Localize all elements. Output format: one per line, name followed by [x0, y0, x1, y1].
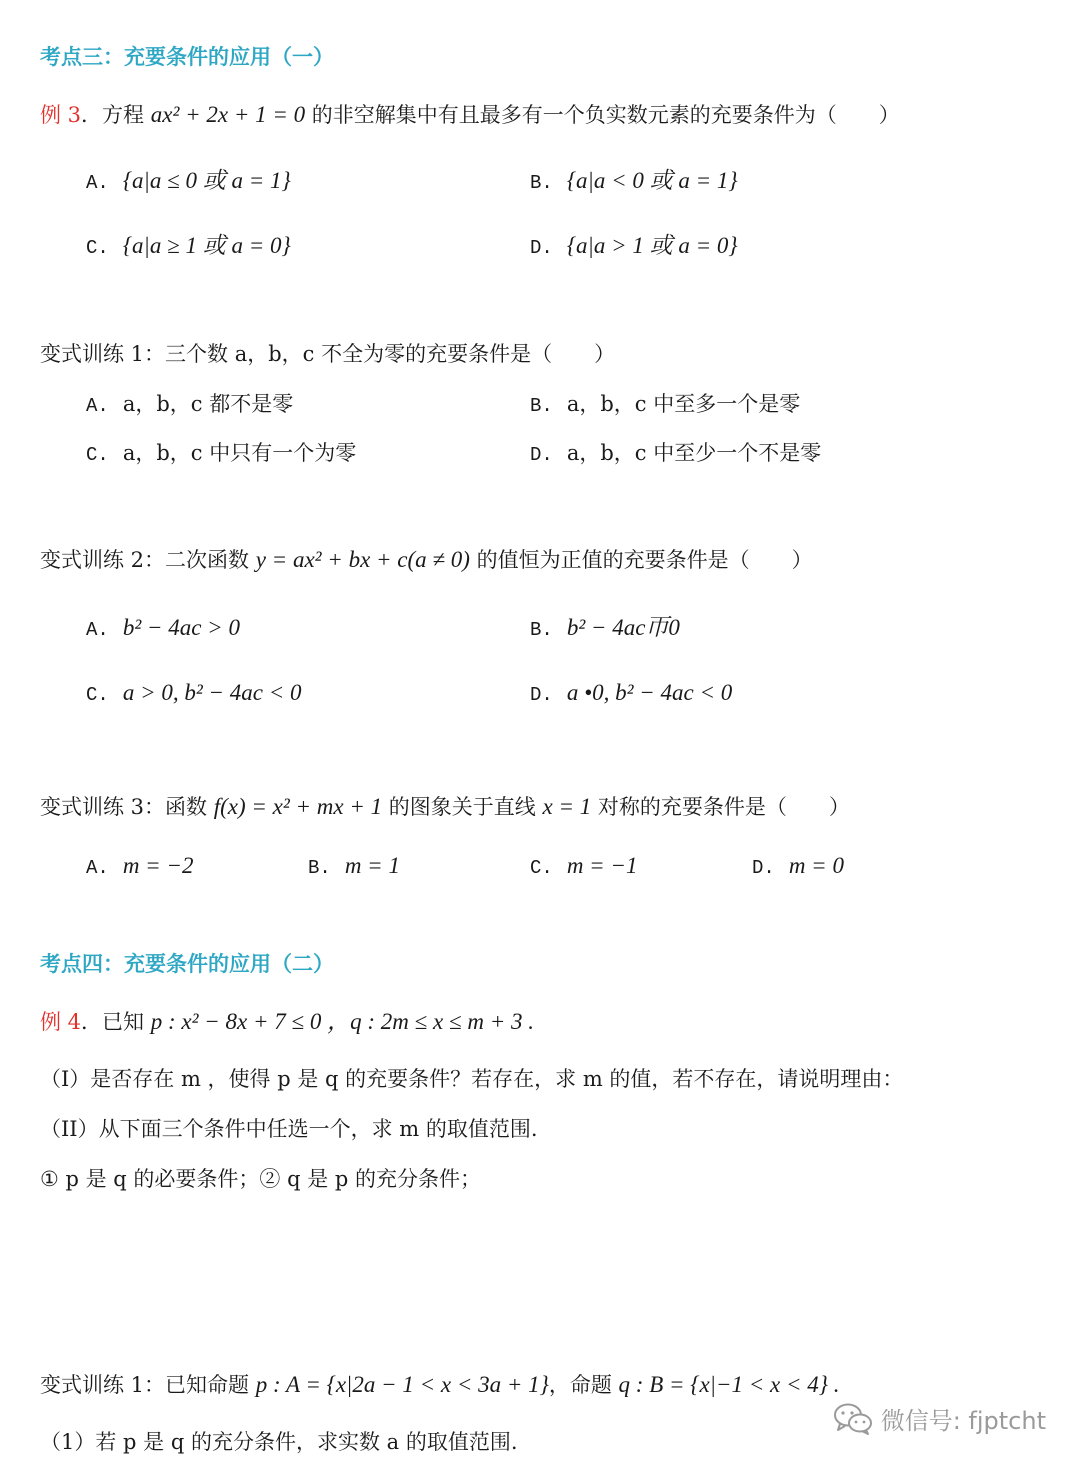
option-label: B. [530, 619, 553, 641]
option-text: {a|a > 1 或 a = 0} [566, 233, 738, 258]
option-text: b² − 4ac > 0 [122, 615, 240, 640]
option-label: A. [86, 619, 109, 641]
option-text: a，b，c 中至多一个是零 [566, 392, 801, 416]
variant1-option-b[interactable] [530, 389, 800, 421]
section4-heading: 考点四：充要条件的应用（二） [40, 951, 334, 976]
s4-variant1-prefix: 变式训练 1：已知命题 [40, 1373, 256, 1397]
variant2-option-b[interactable] [530, 613, 680, 645]
watermark [833, 1401, 1046, 1436]
variant3-question [40, 792, 850, 822]
variant2-option-a[interactable] [86, 613, 240, 645]
example3-prefix: ．方程 [81, 103, 151, 127]
option-text: a > 0, b² − 4ac < 0 [122, 680, 302, 705]
example3-label: 例 3 [40, 103, 82, 127]
option-label: C. [86, 684, 109, 706]
option-label: A. [86, 172, 109, 194]
wechat-icon [833, 1402, 873, 1436]
option-label: C. [530, 857, 553, 879]
variant2-option-d[interactable] [530, 678, 732, 710]
option-label: B. [530, 172, 553, 194]
option-text: b² − 4ac帀0 [566, 615, 680, 640]
option-label: A. [86, 857, 109, 879]
option-text: {a|a ≥ 1 或 a = 0} [122, 233, 291, 258]
option-text: {a|a < 0 或 a = 1} [566, 168, 738, 193]
s4-variant1-middle: ，命题 [548, 1373, 619, 1397]
example4-label: 例 4 [40, 1010, 82, 1034]
option-text: {a|a ≤ 0 或 a = 1} [122, 168, 291, 193]
example3-option-a[interactable] [86, 166, 291, 198]
variant3-option-c[interactable] [530, 851, 637, 883]
example4-part2: （II）从下面三个条件中任选一个，求 m 的取值范围. [40, 1117, 538, 1141]
option-label: B. [530, 395, 553, 417]
variant3-middle: 的图象关于直线 [382, 795, 543, 819]
variant2-equation: y = ax² + bx + c(a ≠ 0) [255, 547, 470, 572]
variant3-prefix: 变式训练 3：函数 [40, 795, 214, 819]
variant3-suffix: 对称的充要条件是（ ） [591, 795, 850, 819]
s4-variant1-set-b: q : B = {x|−1 < x < 4} . [618, 1372, 840, 1397]
option-label: B. [308, 857, 331, 879]
watermark-text: 微信号: fjptcht [880, 1407, 1046, 1435]
variant1-option-d[interactable] [530, 438, 821, 470]
example4-question [40, 1007, 534, 1037]
example3-option-b[interactable] [530, 166, 738, 198]
s4-variant1-set-a: p : A = {x|2a − 1 < x < 3a + 1} [255, 1372, 549, 1397]
option-label: C. [86, 237, 109, 259]
option-text: m = 1 [344, 853, 400, 878]
option-text: a，b，c 中至少一个不是零 [566, 441, 822, 465]
s4-variant1-question [40, 1370, 839, 1400]
option-text: m = 0 [788, 853, 844, 878]
option-label: D. [530, 237, 553, 259]
option-text: m = −1 [566, 853, 638, 878]
variant2-suffix: 的值恒为正值的充要条件是（ ） [469, 548, 813, 572]
example3-option-c[interactable] [86, 231, 291, 263]
option-label: D. [530, 684, 553, 706]
variant1-question: 变式训练 1：三个数 a，b，c 不全为零的充要条件是（ ） [40, 342, 616, 366]
variant1-option-a[interactable] [86, 389, 293, 421]
option-text: m = −2 [122, 853, 194, 878]
option-text: a，b，c 中只有一个为零 [122, 441, 357, 465]
s4-variant1-part1: （1）若 p 是 q 的充分条件，求实数 a 的取值范围. [40, 1430, 518, 1454]
variant3-option-d[interactable] [752, 851, 844, 883]
example3-option-d[interactable] [530, 231, 738, 263]
example4-part3: ① p 是 q 的必要条件；② q 是 p 的充分条件； [40, 1167, 481, 1191]
example3-suffix: 的非空解集中有且最多有一个负实数元素的充要条件为（ ） [305, 103, 900, 127]
option-label: D. [530, 444, 553, 466]
option-label: C. [86, 444, 109, 466]
option-label: A. [86, 395, 109, 417]
variant2-prefix: 变式训练 2：二次函数 [40, 548, 256, 572]
option-label: D. [752, 857, 775, 879]
variant3-option-b[interactable] [308, 851, 400, 883]
variant3-equation: f(x) = x² + mx + 1 [213, 794, 383, 819]
variant3-line: x = 1 [542, 794, 592, 819]
option-text: a •0, b² − 4ac < 0 [566, 680, 733, 705]
example3-question [40, 100, 900, 130]
example4-prefix: ．已知 [81, 1010, 151, 1034]
example3-equation: ax² + 2x + 1 = 0 [150, 102, 306, 127]
variant1-option-c[interactable] [86, 438, 356, 470]
variant2-question [40, 545, 813, 575]
variant2-option-c[interactable] [86, 678, 301, 710]
example4-conditions: p : x² − 8x + 7 ≤ 0 ，q : 2m ≤ x ≤ m + 3 . [150, 1009, 534, 1034]
section3-heading: 考点三：充要条件的应用（一） [40, 44, 334, 69]
option-text: a，b，c 都不是零 [122, 392, 294, 416]
variant3-option-a[interactable] [86, 851, 193, 883]
example4-part1: （I）是否存在 m ，使得 p 是 q 的充要条件？若存在，求 m 的值，若不存在，请说明理由： [40, 1067, 904, 1091]
